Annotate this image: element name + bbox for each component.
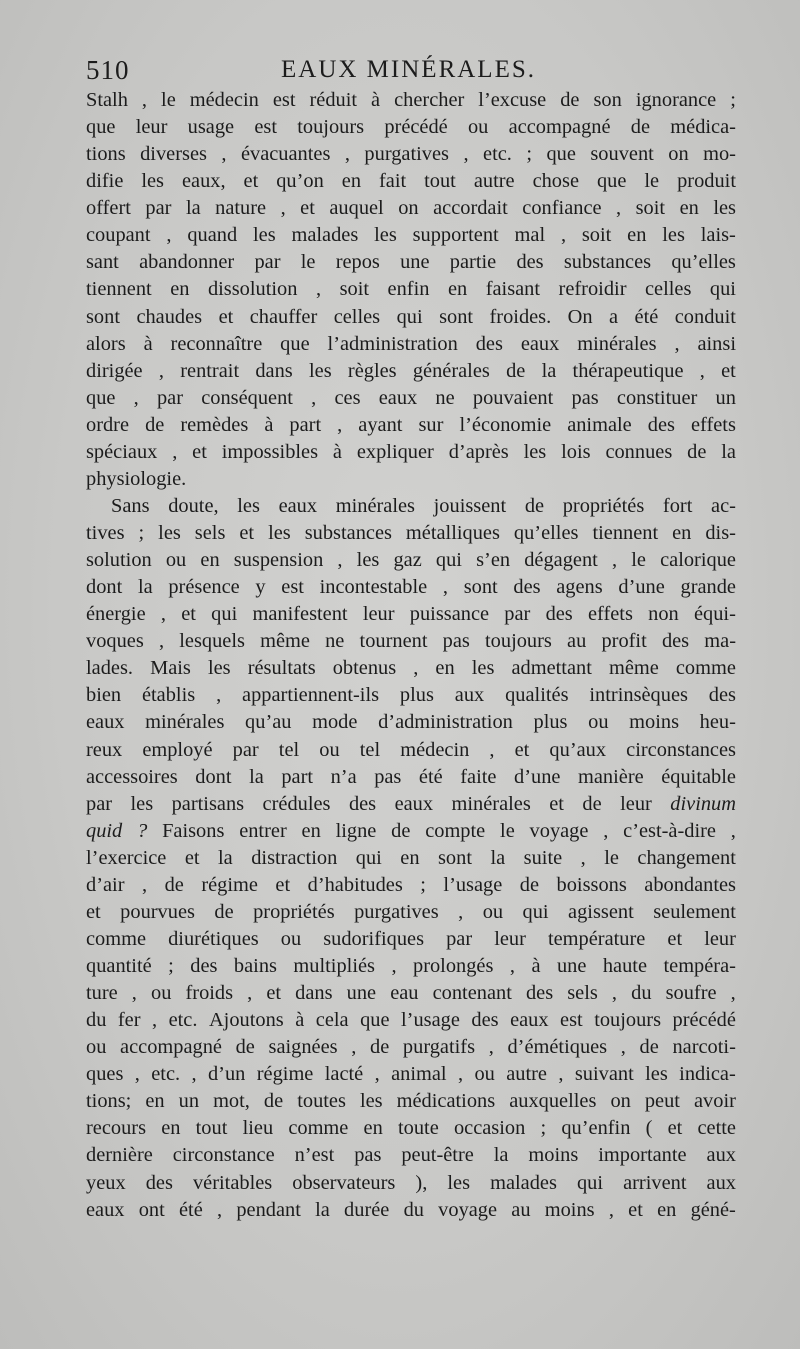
text-line: ordre de remèdes à part , ayant sur l’économie animale des effets: [86, 413, 736, 436]
text-line: quid ? Faisons entrer en ligne de compte le voyage , c’est-à-dire ,: [86, 819, 736, 842]
text-line: lades. Mais les résultats obtenus , en les admettant même comme: [86, 657, 736, 680]
text-line: que leur usage est toujours précédé ou accompagné de médica-: [86, 116, 736, 139]
text-line: ques , etc. , d’un régime lacté , animal , ou autre , suivant les indica-: [86, 1063, 736, 1086]
text-line: physiologie.: [86, 467, 187, 490]
text-line: coupant , quand les malades les supportent mal , soit en les lais-: [86, 224, 736, 247]
text-line: d’air , de régime et d’habitudes ; l’usage de boissons abondantes: [86, 873, 736, 896]
text-line: tives ; les sels et les substances métalliques qu’elles tiennent en dis-: [86, 522, 736, 544]
text-line: offert par la nature , et auquel on accordait confiance , soit en les: [86, 197, 736, 220]
text-line: dirigée , rentrait dans les règles générales de la thérapeutique , et: [86, 359, 736, 382]
text-line: Stalh , le médecin est réduit à chercher l’excuse de son ignorance ;: [86, 89, 736, 111]
text-line: spéciaux , et impossibles à expliquer d’après les lois connues de la: [86, 440, 736, 463]
text-line: eaux minérales qu’au mode d’administration plus ou moins heu-: [86, 711, 736, 734]
text-line: bien établis , appartiennent-ils plus aux qualités intrinsèques des: [86, 684, 736, 707]
text-line: accessoires dont la part n’a pas été faite d’une manière équitable: [86, 765, 736, 788]
text-line: du fer , etc. Ajoutons à cela que l’usage des eaux est toujours précédé: [86, 1009, 736, 1032]
text-line: sant abandonner par le repos une partie des substances qu’elles: [86, 251, 736, 274]
text-line: que , par conséquent , ces eaux ne pouvaient pas constituer un: [86, 386, 736, 409]
text-line: par les partisans crédules des eaux minérales et de leur divinum: [86, 792, 736, 815]
text-line: ture , ou froids , et dans une eau contenant des sels , du soufre ,: [86, 982, 736, 1005]
text-line: solution ou en suspension , les gaz qui s’en dégagent , le calorique: [86, 549, 736, 572]
text-line: sont chaudes et chauffer celles qui sont froides. On a été conduit: [86, 305, 736, 328]
text-line: dont la présence y est incontestable , sont des agens d’une grande: [86, 576, 736, 599]
running-head: [86, 50, 736, 90]
text-line: difie les eaux, et qu’on en fait tout autre chose que le produit: [86, 170, 736, 193]
text-line: reux employé par tel ou tel médecin , et qu’aux circonstances: [86, 738, 736, 761]
text-line: yeux des véritables observateurs ), les malades qui arrivent aux: [86, 1171, 736, 1194]
text-line: énergie , et qui manifestent leur puissance par des effets non équi-: [86, 603, 736, 626]
text-line: comme diurétiques ou sudorifiques par leur température et leur: [86, 927, 736, 950]
text-line: tions; en un mot, de toutes les médications auxquelles on peut avoir: [86, 1090, 736, 1113]
text-line: voques , lesquels même ne tournent pas toujours au profit des ma-: [86, 630, 736, 653]
text-line: tions diverses , évacuantes , purgatives , etc. ; que souvent on mo-: [86, 143, 736, 166]
running-title: EAUX MINÉRALES.: [281, 56, 536, 83]
text-line: et pourvues de propriétés purgatives , ou qui agissent seulement: [86, 900, 736, 923]
text-line: eaux ont été , pendant la durée du voyage au moins , et en géné-: [86, 1198, 736, 1221]
text-line: Sans doute, les eaux minérales jouissent de propriétés fort ac-: [111, 494, 736, 517]
text-line: quantité ; des bains multipliés , prolongés , à une haute tempéra-: [86, 955, 736, 977]
text-line: l’exercice et la distraction qui en sont la suite , le changement: [86, 846, 736, 869]
body-text: [86, 87, 736, 1224]
page-number: 510: [86, 55, 130, 85]
text-line: recours en tout lieu comme en toute occasion ; qu’enfin ( et cette: [86, 1117, 736, 1140]
text-line: alors à reconnaître que l’administration des eaux minérales , ainsi: [86, 332, 736, 355]
text-line: dernière circonstance n’est pas peut-être la moins importante aux: [86, 1144, 736, 1167]
text-line: tiennent en dissolution , soit enfin en faisant refroidir celles qui: [86, 278, 736, 301]
text-line: ou accompagné de saignées , de purgatifs , d’émétiques , de narcoti-: [86, 1036, 736, 1059]
